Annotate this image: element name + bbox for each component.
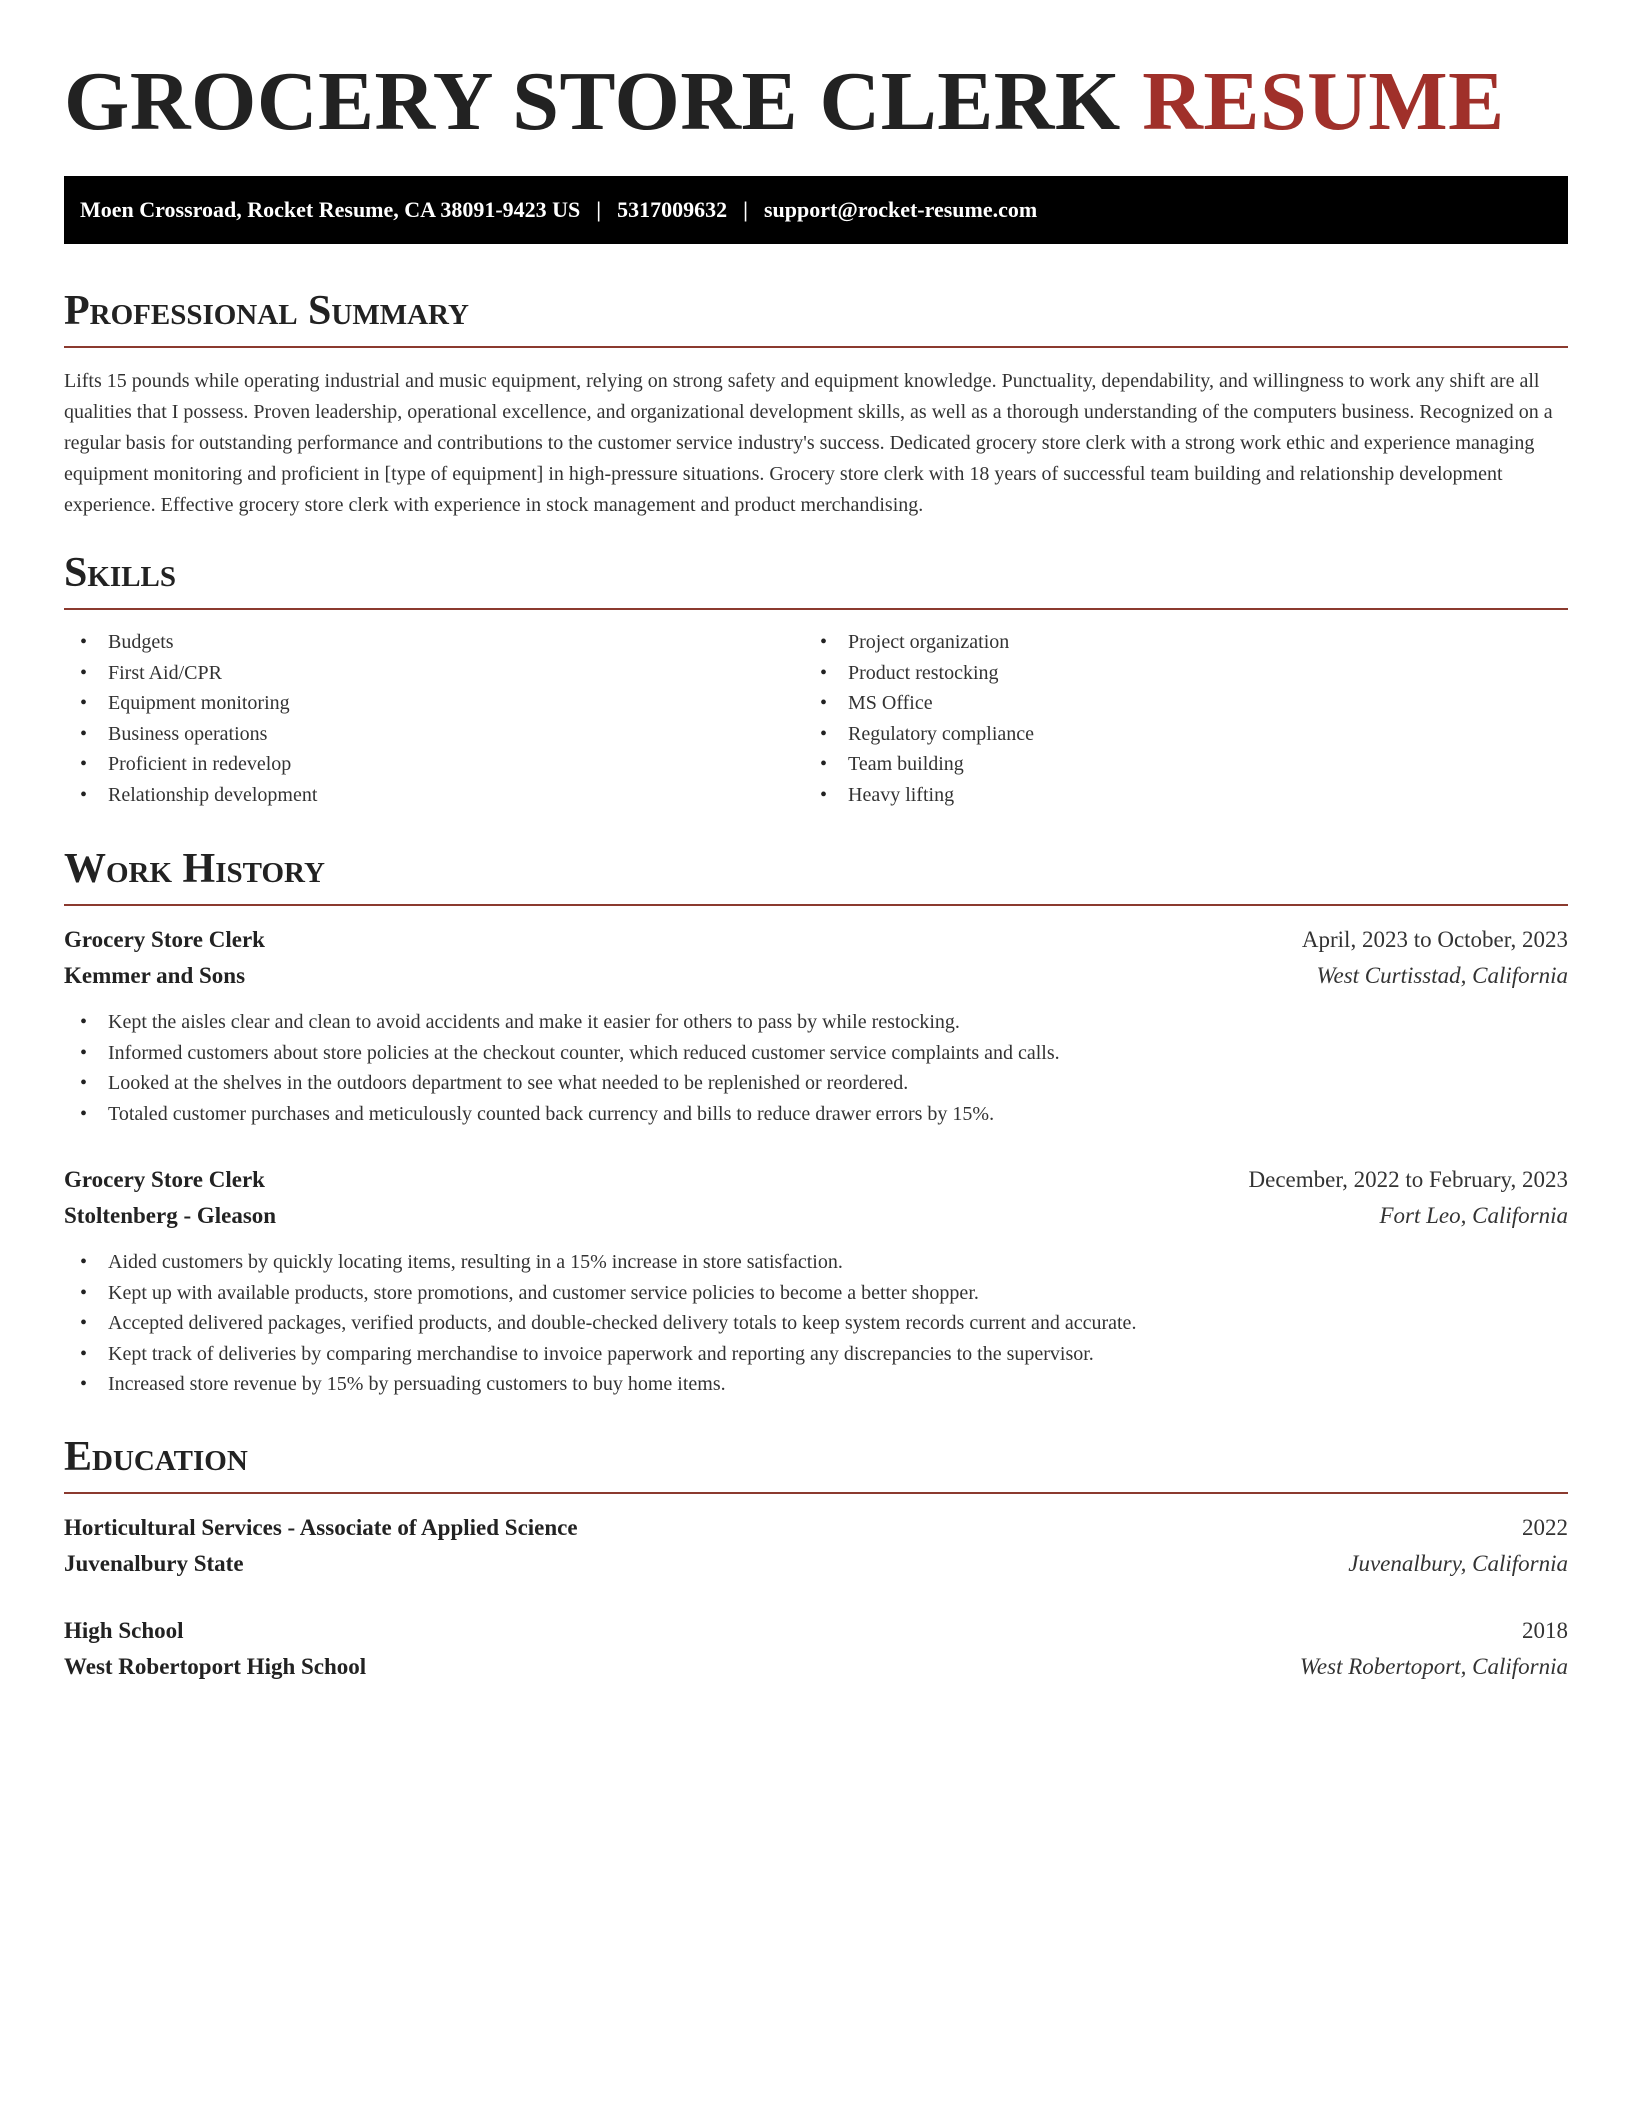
- skill-item: • MS Office: [804, 688, 1544, 719]
- job-location: West Curtisstad, California: [1316, 963, 1568, 988]
- summary-heading: Professional Summary: [64, 290, 1568, 348]
- skills-list-left: [64, 627, 804, 810]
- job-bullet: • Kept up with available products, store promotions, and customer service policies to become a better shopper.: [64, 1278, 1568, 1309]
- education-school: Juvenalbury State: [64, 1551, 244, 1576]
- job-dates: April, 2023 to October, 2023: [1301, 927, 1568, 952]
- education-degree-row: [64, 1510, 1568, 1546]
- resume-title: [64, 56, 1505, 148]
- education-degree-row: [64, 1613, 1568, 1649]
- job-bullet: • Accepted delivered packages, verified products, and double-checked delivery totals to keep system records current and accurate.: [64, 1308, 1568, 1339]
- title-main: GROCERY STORE CLERK: [64, 55, 1121, 148]
- contact-separator: |: [743, 197, 748, 222]
- education-year: 2018: [1522, 1618, 1568, 1643]
- skill-item: • Project organization: [804, 627, 1544, 658]
- job-company: Stoltenberg - Gleason: [64, 1203, 277, 1228]
- job-company: Kemmer and Sons: [64, 963, 246, 988]
- job-bullet: • Informed customers about store policies at the checkout counter, which reduced customer service complaints and calls.: [64, 1038, 1568, 1069]
- skill-item: • First Aid/CPR: [64, 658, 804, 689]
- education-location: West Robertoport, California: [1299, 1654, 1568, 1679]
- education-school-row: [64, 1649, 1568, 1685]
- job-dates: December, 2022 to February, 2023: [1248, 1167, 1568, 1192]
- job-bullet: • Totaled customer purchases and meticulously counted back currency and bills to reduce drawer errors by 15%.: [64, 1099, 1568, 1130]
- skill-item: • Equipment monitoring: [64, 688, 804, 719]
- contact-phone: 5317009632: [617, 197, 728, 222]
- skill-item: • Budgets: [64, 627, 804, 658]
- contact-separator: |: [596, 197, 602, 222]
- job-title-row: [64, 1162, 1568, 1198]
- title-accent: RESUME: [1142, 55, 1505, 148]
- skill-item: • Relationship development: [64, 780, 804, 811]
- education-heading: Education: [64, 1436, 1568, 1494]
- job-bullets: [64, 1007, 1568, 1129]
- skills-heading: Skills: [64, 552, 1568, 610]
- contact-address: Moen Crossroad, Rocket Resume, CA 38091-9423 US: [80, 197, 581, 222]
- education-school-row: [64, 1546, 1568, 1582]
- job-bullet: • Kept track of deliveries by comparing merchandise to invoice paperwork and reporting any discrepancies to the supervisor.: [64, 1339, 1568, 1370]
- summary-text: Lifts 15 pounds while operating industrial and music equipment, relying on strong safety and equipment knowledge. Punctuality, dependability, and willingness to work any shift are all qualities that I possess. Proven leadership, operational excellence, and organizational development skills, as well as a thorough understanding of the computers business. Recognized on a regular basis for outstanding performance and contributions to the customer service industry's success. Dedicated grocery store clerk with a strong work ethic and experience managing equipment monitoring and proficient in [type of equipment] in high-pressure situations. Grocery store clerk with 18 years of successful team building and relationship development experience. Effective grocery store clerk with experience in stock management and product merchandising.: [64, 370, 1553, 516]
- skill-item: • Business operations: [64, 719, 804, 750]
- job-bullet: • Increased store revenue by 15% by persuading customers to buy home items.: [64, 1369, 1568, 1400]
- education-year: 2022: [1522, 1515, 1568, 1540]
- education-degree: High School: [64, 1618, 184, 1643]
- job-title: Grocery Store Clerk: [64, 927, 265, 952]
- work-heading: Work History: [64, 848, 1568, 906]
- skill-item: • Proficient in redevelop: [64, 749, 804, 780]
- job-company-row: [64, 958, 1568, 994]
- skill-item: • Product restocking: [804, 658, 1544, 689]
- job-company-row: [64, 1198, 1568, 1234]
- skill-item: • Regulatory compliance: [804, 719, 1544, 750]
- job-location: Fort Leo, California: [1379, 1203, 1568, 1228]
- contact-bar: [64, 176, 1568, 244]
- job-bullet: • Aided customers by quickly locating items, resulting in a 15% increase in store satisfaction.: [64, 1247, 1568, 1278]
- job-title: Grocery Store Clerk: [64, 1167, 265, 1192]
- contact-email: support@rocket-resume.com: [764, 197, 1038, 222]
- education-degree: Horticultural Services - Associate of Applied Science: [64, 1515, 578, 1540]
- skill-item: • Team building: [804, 749, 1544, 780]
- education-location: Juvenalbury, California: [1348, 1551, 1568, 1576]
- job-bullets: [64, 1247, 1568, 1400]
- education-school: West Robertoport High School: [64, 1654, 367, 1679]
- job-title-row: [64, 922, 1568, 958]
- job-bullet: • Looked at the shelves in the outdoors department to see what needed to be replenished or reordered.: [64, 1068, 1568, 1099]
- skills-list-right: [804, 627, 1544, 810]
- skill-item: • Heavy lifting: [804, 780, 1544, 811]
- job-bullet: • Kept the aisles clear and clean to avoid accidents and make it easier for others to pass by while restocking.: [64, 1007, 1568, 1038]
